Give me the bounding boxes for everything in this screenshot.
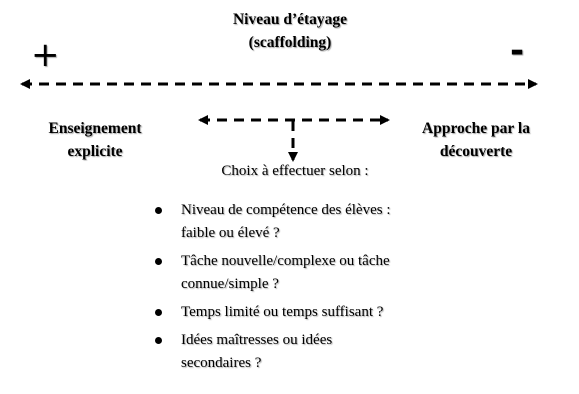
bullet-icon [155,207,162,214]
pole-left-line-1: Enseignement [48,120,142,137]
bullet-icon [155,337,162,344]
plus-sign: + [31,35,60,75]
title-line-2: (scaffolding) [248,34,332,51]
criteria-item-line-1: Tâche nouvelle/complexe ou tâche [181,253,390,269]
pole-right-line-2: découverte [439,143,513,160]
choice-label: Choix à effectuer selon : [221,163,369,179]
criteria-item [150,301,460,324]
criteria-item-line-1: Niveau de compétence des élèves : [181,202,391,218]
criteria-item [150,329,460,375]
pole-explicit-teaching [30,117,160,163]
pole-right-line-1: Approche par la [422,120,530,137]
criteria-list [150,199,460,380]
pole-left-line-2: explicite [67,143,123,160]
criteria-item-line-1: Idées maîtresses ou idées [181,332,333,348]
bullet-icon [155,309,162,316]
criteria-item [150,250,460,296]
criteria-item-line-2: connue/simple ? [181,276,279,292]
title-line-1: Niveau d’étayage [232,11,348,28]
minus-sign: - [510,31,525,71]
criteria-item-line-1: Temps limité ou temps suffisant ? [181,304,384,320]
pole-discovery-approach [406,117,546,163]
criteria-item [150,199,460,245]
criteria-item-line-2: faible ou élevé ? [181,225,280,241]
bullet-icon [155,258,162,265]
criteria-item-line-2: secondaires ? [181,355,262,371]
